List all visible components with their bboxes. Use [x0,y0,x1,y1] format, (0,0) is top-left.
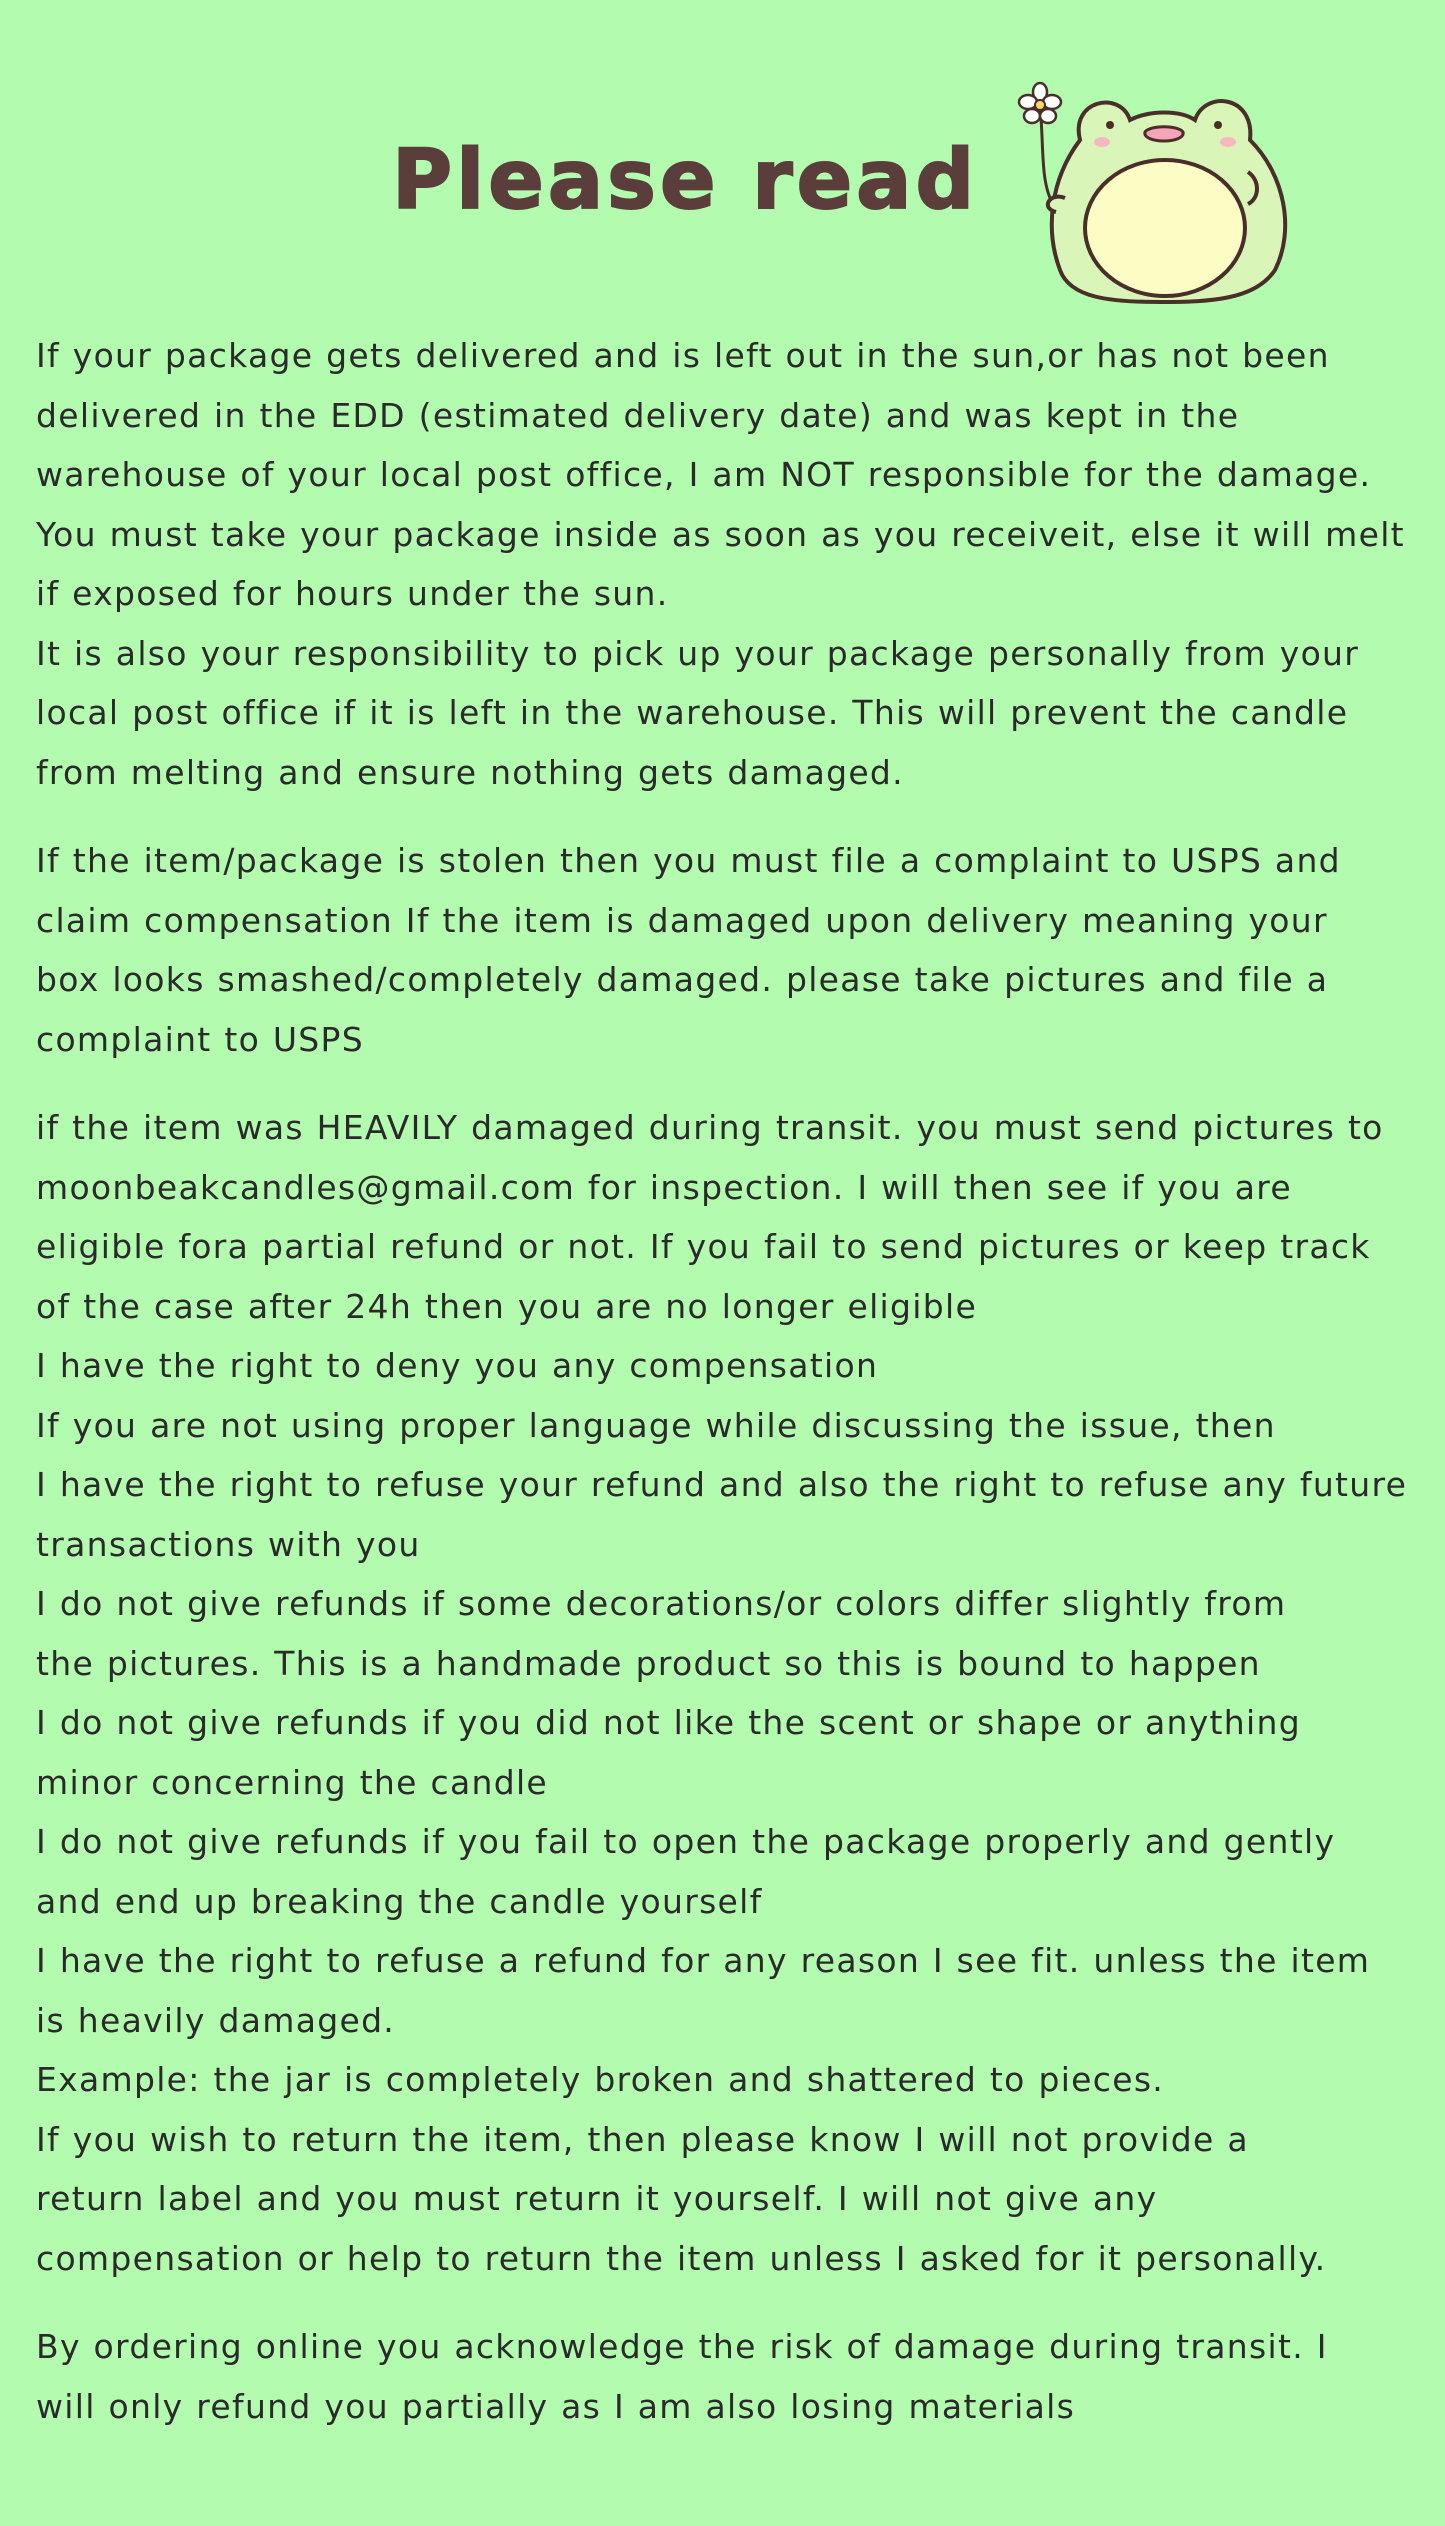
text-line: delivered in the EDD (estimated delivery date) and was kept in the [36,395,1240,435]
text-line: eligible fora partial refund or not. If you fail to send pictures or keep track [36,1227,1371,1266]
text-line: if the item was HEAVILY damaged during transit. you must send pictures to [36,1108,1384,1147]
text-line: warehouse of your local post office, I am NOT responsible for the damage. [36,455,1372,494]
paragraph-refunds [36,1098,1421,2288]
text-line: is heavily damaged. [36,2000,396,2040]
text-line: It is also your responsibility to pick up your package personally from your [36,633,1360,673]
paragraph-stolen [36,831,1421,1069]
text-line: complaint to USPS [36,1019,364,1059]
text-line: I do not give refunds if you fail to open the package properly and gently [36,1822,1336,1861]
text-line: the pictures. This is a handmade product so this is bound to happen [36,1643,1261,1683]
paragraph-acknowledgement [36,2317,1421,2436]
text-line: By ordering online you acknowledge the risk of damage during transit. I [36,2327,1328,2366]
text-line: You must take your package inside as soon as you receiveit, else it will melt [36,514,1405,554]
text-line: and end up breaking the candle yourself [36,1881,763,1921]
text-line: of the case after 24h then you are no longer eligible [36,1286,978,1326]
policy-text [36,326,1421,2465]
text-line: I have the right to refuse a refund for any reason I see fit. unless the item [36,1941,1371,1980]
text-line: from melting and ensure nothing gets damaged. [36,752,904,792]
page-title: Please read [392,133,979,228]
text-line: I have the right to refuse your refund and also the right to refuse any future [36,1465,1408,1504]
text-line: minor concerning the candle [36,1762,549,1802]
text-line: Example: the jar is completely broken and shattered to pieces. [36,2060,1165,2099]
text-line: If you wish to return the item, then please know I will not provide a [36,2119,1249,2159]
text-line: transactions with you [36,1524,421,1564]
text-line: local post office if it is left in the warehouse. This will prevent the candle [36,693,1349,732]
text-line: box looks smashed/completely damaged. please take pictures and file a [36,960,1329,999]
text-line: I do not give refunds if some decorations/or colors differ slightly from [36,1584,1287,1623]
text-line: I have the right to deny you any compensation [36,1346,879,1385]
text-line: compensation or help to return the item unless I asked for it personally. [36,2238,1327,2278]
frog-holding-flower-icon [1010,80,1310,310]
paragraph-delivery [36,326,1421,802]
text-line: claim compensation If the item is damaged upon delivery meaning your [36,900,1328,940]
text-line: will only refund you partially as I am also losing materials [36,2386,1076,2426]
text-line: I do not give refunds if you did not like the scent or shape or anything [36,1703,1301,1742]
text-line: if exposed for hours under the sun. [36,574,669,613]
text-line: return label and you must return it yourself. I will not give any [36,2179,1158,2218]
email-text-line: moonbeakcandles@gmail.com for inspection. I will then see if you are [36,1167,1292,1207]
text-line: If you are not using proper language while discussing the issue, then [36,1405,1276,1445]
text-line: If the item/package is stolen then you must file a complaint to USPS and [36,841,1341,880]
text-line: If your package gets delivered and is left out in the sun,or has not been [36,336,1330,375]
header [0,0,1445,330]
